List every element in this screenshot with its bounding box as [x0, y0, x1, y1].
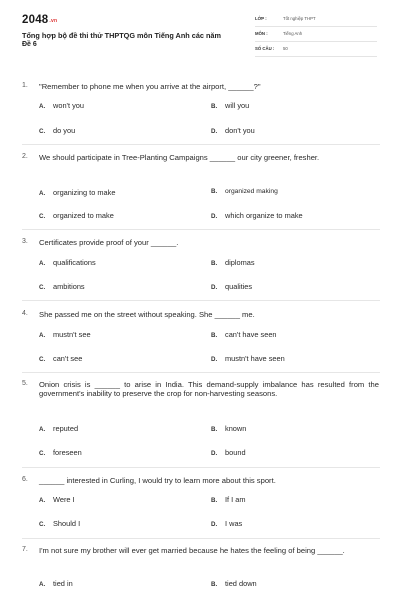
option-letter: A. [39, 260, 46, 267]
option-letter: A. [39, 190, 46, 197]
question-number: 2. [22, 153, 28, 160]
option-b[interactable] [211, 330, 277, 339]
option-text: If I am [225, 495, 246, 504]
question-number: 4. [22, 310, 28, 317]
option-letter: C. [39, 450, 46, 457]
question-number: 6. [22, 476, 28, 483]
option-text: organizing to make [53, 188, 116, 197]
meta-class-label: LỚP : [255, 16, 267, 21]
option-text: Were I [53, 495, 75, 504]
meta-count-label: SỐ CÂU : [255, 46, 275, 51]
question-stem: She passed me on the street without speaking. She ______ me. [39, 310, 255, 319]
meta-class-value: Tốt nghiệp THPT [283, 16, 316, 21]
divider [22, 300, 380, 301]
option-text: don't you [225, 126, 255, 135]
option-text: which organize to make [225, 211, 303, 220]
option-d[interactable] [211, 211, 303, 220]
option-text: tied in [53, 579, 73, 588]
option-a[interactable] [39, 258, 96, 267]
option-b[interactable] [211, 258, 255, 267]
option-letter: B. [211, 188, 218, 195]
option-letter: B. [211, 260, 218, 267]
option-text: diplomas [225, 258, 255, 267]
option-a[interactable] [39, 579, 73, 588]
question-stem: I'm not sure my brother will ever get married because he hates the feeling of being ______. [39, 546, 345, 555]
option-letter: B. [211, 332, 218, 339]
brand-name: 2048 [22, 14, 49, 26]
question-stem: "Remember to phone me when you arrive at the airport, ______?" [39, 82, 261, 91]
option-text: qualifications [53, 258, 96, 267]
option-text: tied down [225, 579, 257, 588]
option-text: ambitions [53, 282, 85, 291]
option-letter: D. [211, 521, 218, 528]
option-c[interactable] [39, 211, 114, 220]
question-number: 7. [22, 546, 28, 553]
option-a[interactable] [39, 188, 115, 197]
option-letter: D. [211, 284, 218, 291]
option-c[interactable] [39, 354, 82, 363]
option-d[interactable] [211, 519, 242, 528]
option-letter: A. [39, 497, 46, 504]
option-a[interactable] [39, 330, 91, 339]
question-stem: Onion crisis is ______ to arise in India. This demand-supply imbalance has resulted from the government's inability to preserve the crop for non-harvesting seasons. [39, 380, 379, 398]
option-letter: D. [211, 128, 218, 135]
option-text: organized making [225, 188, 278, 195]
divider [22, 372, 380, 373]
option-c[interactable] [39, 448, 82, 457]
option-d[interactable] [211, 126, 255, 135]
option-a[interactable] [39, 495, 75, 504]
option-d[interactable] [211, 282, 252, 291]
option-b[interactable] [211, 424, 246, 433]
option-text: I was [225, 519, 243, 528]
option-b[interactable] [211, 579, 257, 588]
option-text: mustn't see [53, 330, 91, 339]
brand-suffix: .vn [49, 18, 58, 24]
question-stem: ______ interested in Curling, I would try to learn more about this sport. [39, 476, 276, 485]
option-letter: B. [211, 497, 218, 504]
option-text: bound [225, 448, 246, 457]
option-letter: A. [39, 581, 46, 588]
option-c[interactable] [39, 282, 85, 291]
option-letter: A. [39, 103, 46, 110]
meta-subject-label: MÔN : [255, 31, 268, 36]
meta-class [255, 14, 377, 27]
question-number: 1. [22, 82, 28, 89]
option-a[interactable] [39, 101, 84, 110]
option-letter: D. [211, 356, 218, 363]
option-text: foreseen [53, 448, 82, 457]
option-letter: D. [211, 450, 218, 457]
document-title: Tổng hợp bộ đề thi thử THPTQG môn Tiếng Anh các năm [22, 31, 221, 40]
option-letter: C. [39, 128, 46, 135]
option-text: reputed [53, 424, 79, 433]
option-b[interactable] [211, 188, 278, 195]
option-letter: B. [211, 581, 218, 588]
option-letter: C. [39, 521, 46, 528]
option-letter: B. [211, 426, 218, 433]
meta-count [255, 44, 377, 57]
meta-subject-value: Tiếng Anh [283, 31, 303, 36]
option-text: Should I [53, 519, 81, 528]
option-c[interactable] [39, 519, 80, 528]
option-a[interactable] [39, 424, 78, 433]
question-stem: Certificates provide proof of your ______. [39, 238, 179, 247]
option-letter: C. [39, 356, 46, 363]
meta-subject [255, 29, 377, 42]
question-stem: We should participate in Tree-Planting Campaigns ______ our city greener, fresher. [39, 153, 320, 162]
option-text: organized to make [53, 211, 114, 220]
option-letter: B. [211, 103, 218, 110]
option-d[interactable] [211, 354, 285, 363]
divider [22, 538, 380, 539]
option-text: qualities [225, 282, 253, 291]
option-text: will you [225, 101, 250, 110]
option-text: do you [53, 126, 76, 135]
question-number: 3. [22, 238, 28, 245]
brand-logo[interactable] [22, 14, 57, 26]
divider [22, 229, 380, 230]
question-number: 5. [22, 380, 28, 387]
option-letter: A. [39, 426, 46, 433]
divider [22, 467, 380, 468]
option-c[interactable] [39, 126, 75, 135]
option-text: mustn't have seen [225, 354, 285, 363]
option-b[interactable] [211, 495, 246, 504]
option-letter: A. [39, 332, 46, 339]
document-subtitle: Đề 6 [22, 41, 37, 48]
option-b[interactable] [211, 101, 249, 110]
option-text: won't you [53, 101, 84, 110]
meta-count-value: 50 [283, 46, 288, 51]
option-text: known [225, 424, 247, 433]
option-letter: C. [39, 284, 46, 291]
option-text: can't have seen [225, 330, 277, 339]
divider [22, 144, 380, 145]
option-letter: D. [211, 213, 218, 220]
option-letter: C. [39, 213, 46, 220]
option-text: can't see [53, 354, 83, 363]
header [0, 0, 400, 62]
option-d[interactable] [211, 448, 246, 457]
